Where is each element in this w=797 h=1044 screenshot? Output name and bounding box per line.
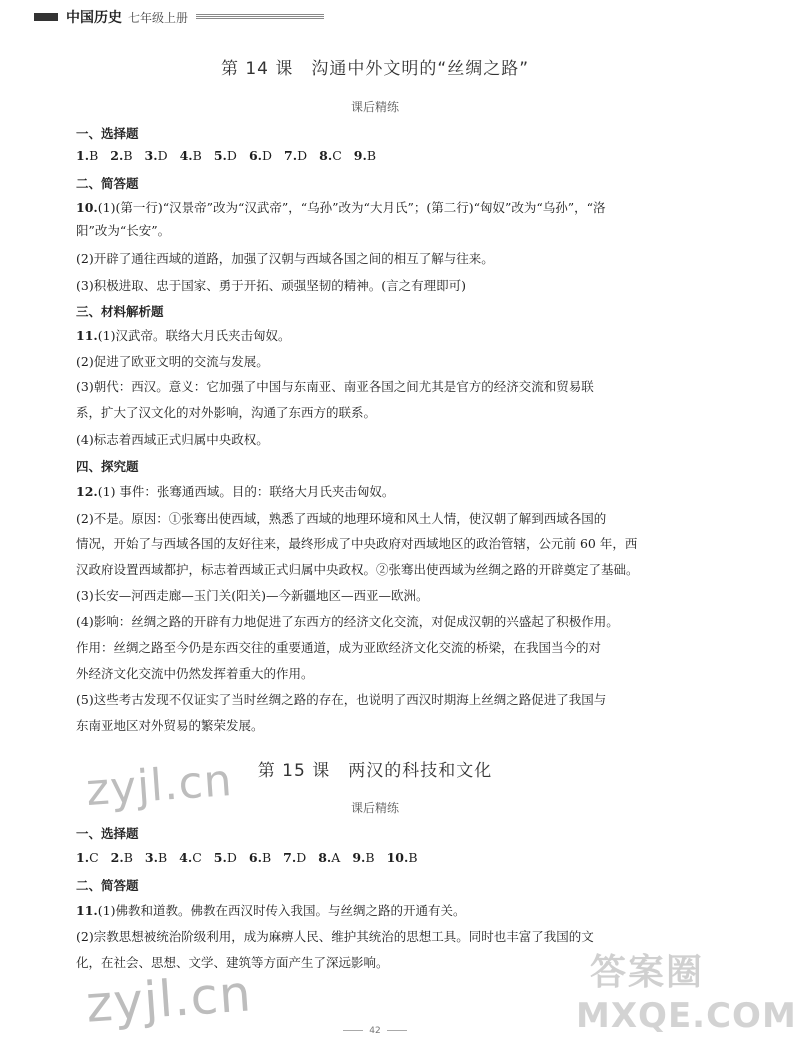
- l15-q11-line-3: 化，在社会、思想、文学、建筑等方面产生了深远影响。: [76, 955, 389, 970]
- answer-number: 5.: [213, 148, 227, 163]
- running-header: [34, 6, 324, 28]
- answer-item: [354, 148, 376, 163]
- answer-letter: B: [89, 148, 99, 163]
- l14-q10-line-3: (2)开辟了通往西域的道路，加强了汉朝与西域各国之间的相互了解与往来。: [76, 251, 494, 266]
- l14-q12-line-8: 外经济文化交流中仍然发挥着重大的作用。: [76, 666, 314, 681]
- answer-letter: D: [226, 148, 237, 163]
- answer-number: 10.: [386, 850, 409, 865]
- q12-number: 12.: [76, 484, 98, 499]
- answer-item: [283, 850, 306, 865]
- answer-item: [214, 148, 237, 163]
- answer-item: [284, 148, 307, 163]
- answer-letter: B: [365, 850, 375, 865]
- lesson-14-name: 沟通中外文明的“丝绸之路”: [311, 59, 530, 79]
- answer-item: [145, 148, 168, 163]
- l14-q12-line-2: (2)不是。原因：①张骞出使西域，熟悉了西域的地理环境和风土人情，使汉朝了解到西域各国的: [76, 511, 607, 526]
- answer-number: 5.: [213, 850, 227, 865]
- l15-section-choice: 一、选择题: [76, 826, 139, 841]
- lesson-15-name: 两汉的科技和文化: [348, 761, 493, 781]
- l14-q12-line-3: 情况，开始了与西域各国的友好往来，最终形成了中央政府对西域地区的政治管辖，公元前 60 年，西: [76, 536, 638, 551]
- lesson-14-subtitle: 课后精练: [350, 100, 399, 114]
- logo-en-text: MXQE.COM: [576, 996, 797, 1036]
- answer-number: 9.: [352, 850, 366, 865]
- answer-letter: B: [123, 850, 133, 865]
- answer-letter: D: [157, 148, 168, 163]
- l15-section-short: 二、简答题: [76, 878, 139, 893]
- answer-item: [111, 850, 133, 865]
- answer-number: 9.: [353, 148, 367, 163]
- l15-q11-text-1: (1)佛教和道教。佛教在西汉时传入我国。与丝绸之路的开通有关。: [97, 903, 466, 918]
- watermark-zyjl-1: zyjl.cn: [84, 754, 235, 817]
- l14-q12-line-10: 东南亚地区对外贸易的繁荣发展。: [76, 718, 264, 733]
- l14-q10-line-1: [76, 200, 686, 216]
- answer-number: 8.: [319, 148, 333, 163]
- q10-number: 10.: [76, 200, 98, 215]
- answer-item: [249, 148, 272, 163]
- answer-number: 3.: [144, 850, 158, 865]
- l14-section-inquiry: 四、探究题: [76, 459, 139, 474]
- answer-letter: B: [123, 148, 133, 163]
- answer-item: [110, 148, 132, 163]
- answer-letter: A: [331, 850, 341, 865]
- answer-letter: C: [89, 850, 99, 865]
- answer-item: [318, 850, 340, 865]
- lesson-15-title: [0, 756, 750, 781]
- answer-number: 7.: [283, 850, 297, 865]
- header-subject: 中国历史: [66, 10, 122, 26]
- answer-item: [145, 850, 167, 865]
- answer-number: 6.: [248, 148, 262, 163]
- answer-item: [180, 148, 202, 163]
- lesson-14-title: [0, 54, 750, 79]
- l14-q11-line-3: (3)朝代：西汉。意义：它加强了中国与东南亚、南亚各国之间尤其是官方的经济交流和贸易联: [76, 379, 594, 394]
- l14-section-choice: 一、选择题: [76, 126, 139, 141]
- answer-number: 4.: [179, 148, 193, 163]
- header-bar: [34, 13, 58, 21]
- logo-cn-text: 答案圈: [590, 952, 705, 993]
- l14-section-material: 三、材料解析题: [76, 304, 164, 319]
- answer-number: 8.: [318, 850, 332, 865]
- answer-number: 1.: [76, 148, 90, 163]
- l14-q10-line-4: (3)积极进取、忠于国家、勇于开拓、顽强坚韧的精神。(言之有理即可): [76, 278, 466, 293]
- l14-q10-line-2: 阳”改为“长安”。: [76, 223, 171, 238]
- l14-q11-line-5: (4)标志着西域正式归属中央政权。: [76, 432, 269, 447]
- l15-q11-line-1: [76, 903, 686, 919]
- page-number: [0, 1026, 750, 1036]
- answer-number: 1.: [76, 850, 90, 865]
- l14-choice-answers: [76, 148, 686, 164]
- l15-q11-line-2: (2)宗教思想被统治阶级利用，成为麻痹人民、维护其统治的思想工具。同时也丰富了我国的文: [76, 929, 594, 944]
- answer-letter: B: [192, 148, 202, 163]
- lesson-14-number: 第 14 课: [220, 59, 294, 79]
- l14-q12-line-5: (3)长安—河西走廊—玉门关(阳关)—今新疆地区—西亚—欧洲。: [76, 588, 429, 603]
- answer-item: [387, 850, 418, 865]
- l15-choice-answers: [76, 850, 686, 866]
- answer-number: 3.: [144, 148, 158, 163]
- answer-letter: D: [297, 148, 308, 163]
- header-grade: 七年级上册: [128, 10, 189, 25]
- page-number-text: 42: [369, 1026, 381, 1036]
- answer-letter: C: [192, 850, 202, 865]
- l14-q11-line-4: 系，扩大了汉文化的对外影响，沟通了东西方的联系。: [76, 405, 377, 420]
- answer-letter: B: [408, 850, 418, 865]
- answer-number: 2.: [110, 148, 124, 163]
- answer-circle-logo: [576, 944, 797, 1038]
- l14-q12-line-9: (5)这些考古发现不仅证实了当时丝绸之路的存在，也说明了西汉时期海上丝绸之路促进了我国与: [76, 692, 607, 707]
- l14-q12-line-7: 作用：丝绸之路至今仍是东西交往的重要通道，成为亚欧经济文化交流的桥梁，在我国当今的对: [76, 640, 602, 655]
- header-rule: [196, 14, 324, 20]
- l14-q12-line-6: (4)影响：丝绸之路的开辟有力地促进了东西方的经济文化交流，对促成汉朝的兴盛起了积极作用。: [76, 614, 619, 629]
- q10-text-1: (1)(第一行)“汉景帝”改为“汉武帝”，“乌孙”改为“大月氏”；(第二行)“匈奴”改为“乌孙”，“洛: [97, 200, 606, 215]
- answer-item: [249, 850, 271, 865]
- answer-letter: B: [366, 148, 377, 163]
- answer-letter: B: [157, 850, 168, 865]
- q12-text-1: (1) 事件：张骞通西域。目的：联络大月氏夹击匈奴。: [97, 484, 395, 499]
- q11-number: 11.: [76, 328, 98, 343]
- lesson-15-subtitle: 课后精练: [350, 801, 399, 815]
- answer-item: [76, 850, 99, 865]
- answer-letter: D: [262, 148, 273, 163]
- l14-q12-line-1: [76, 484, 686, 500]
- l15-q11-number: 11.: [76, 903, 98, 918]
- q11-text-1: (1)汉武帝。联络大月氏夹击匈奴。: [97, 328, 291, 343]
- answer-item: [352, 850, 374, 865]
- answer-number: 7.: [284, 148, 298, 163]
- lesson-15-number: 第 15 课: [257, 761, 331, 781]
- l14-section-short: 二、简答题: [76, 176, 139, 191]
- answer-item: [179, 850, 202, 865]
- answer-number: 2.: [110, 850, 124, 865]
- l14-q11-line-1: [76, 328, 686, 344]
- answer-letter: C: [332, 148, 342, 163]
- answer-letter: B: [261, 850, 272, 865]
- l14-q11-line-2: (2)促进了欧亚文明的交流与发展。: [76, 354, 269, 369]
- watermark-zyjl-2: zyjl.cn: [84, 964, 254, 1034]
- answer-letter: D: [296, 850, 307, 865]
- answer-letter: D: [226, 850, 237, 865]
- answer-number: 6.: [248, 850, 262, 865]
- l14-q12-line-4: 汉政府设置西域都护，标志着西域正式归属中央政权。②张骞出使西域为丝绸之路的开辟奠定了基础。: [76, 562, 639, 577]
- answer-item: [76, 148, 98, 163]
- answer-number: 4.: [179, 850, 193, 865]
- answer-item: [319, 148, 342, 163]
- answer-item: [214, 850, 237, 865]
